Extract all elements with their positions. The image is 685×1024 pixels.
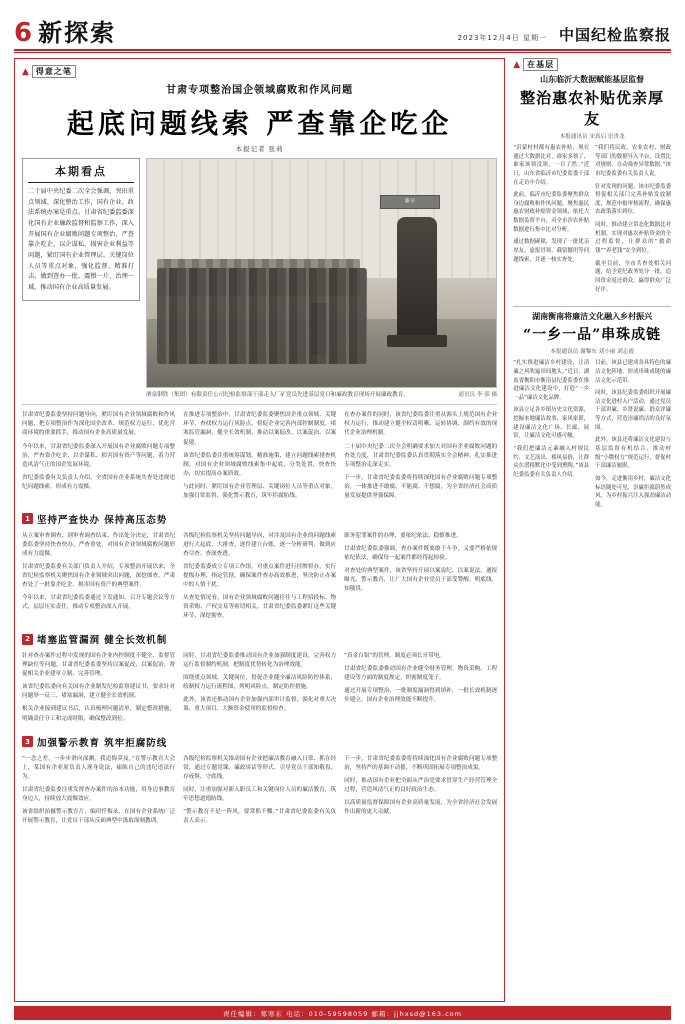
right-article-2-column-1 [513, 359, 589, 513]
paper-name: 中国纪检监察报 [558, 26, 671, 44]
right-article-1-kicker: 山东临沂大数据赋能基层监督 [540, 75, 645, 84]
paragraph: 同时，甘肃省纪委监委推动国有企业加强制度建设，完善权力运行监督制约机制，把制度优势转化为治理效能。 [183, 653, 337, 669]
paragraph: 该省组织拍摄警示教育片，编印忏悔录，在国有企业系统广泛开展警示教育，让党员干部从反面典型中汲取深刻教训。 [22, 808, 176, 824]
paragraph: 此外，该省还推动国有企业加强内部审计监督，强化对重大决策、重大项目、大额资金使用的监督检查。 [183, 697, 337, 713]
paragraph: 省纪委监委成立专项工作组，对重点案件进行挂牌督办，实行提级办理、指定管辖，确保案件查办高效推进，坚决防止办案中的人情干扰。 [183, 563, 337, 589]
lead-column-1 [22, 411, 175, 504]
paragraph: 下一步，甘肃省纪委监委将持续深化国有企业腐败问题专项整治，坚持严的基调不动摇，不断巩固拓展专项整治成果。 [344, 755, 498, 771]
section-heading-3 [22, 735, 497, 749]
paragraph: “一念之差，一步步滑向深渊，我追悔莫及。”在警示教育大会上，某国有企业原负责人现身说法，痛陈自己的违纪违法行为。 [22, 755, 176, 780]
paragraph: 甘肃省纪委监委注重发挥查办案件的治本功能，用身边事教育身边人，持续放大震慑效应。 [22, 786, 176, 802]
paragraph: 此外，该县还将廉洁文化建设与基层监督有机结合，推动村级“小微权力”规范运行，督促村干部廉洁履职。 [595, 437, 671, 470]
section-number: 3 [22, 736, 33, 747]
paragraph: 今年以来，甘肃省纪委监委深入开展国有企业腐败问题专项整治，严查靠企吃企、以企谋私、损害国有资产等问题，着力营造风清气正的国企发展环境。 [22, 443, 176, 468]
section-number: 1 [22, 513, 33, 524]
right-article-1-column-1 [513, 144, 589, 298]
paragraph: 与此同时，紧盯国有企业管理层、关键岗位人员等重点对象，加强日常监督，强化警示教育，筑牢拒腐防线。 [183, 483, 337, 499]
paragraph: 同时，注重加强对新入职员工和关键岗位人员的廉洁教育，筑牢思想道德防线。 [183, 786, 337, 802]
paragraph: 对查处的典型案件，该省坚持开展以案说纪、以案说法，通报曝光、警示教育，让广大国有企业党员干部受警醒、明底线、知敬畏。 [344, 567, 498, 593]
paragraph: 各级纪检监察机关坚持问题导向，对涉及国有企业的问题线索进行大起底、大排查，逐件建立台账，逐一分析研判，做到应查尽查、查深查透。 [183, 532, 337, 557]
paragraph: 从查处情况看，国有企业领域腐败问题往往与工程招投标、物资采购、产权交易等密切相关，甘肃省纪委监委紧盯这些关键环节，深挖彻查。 [183, 595, 337, 620]
photo-banner [380, 195, 440, 209]
feature-photo [146, 158, 497, 388]
section-3-column-1 [22, 755, 175, 830]
photo-banner-text: 廉洁 [404, 199, 416, 205]
divider-after-photo [22, 404, 497, 405]
paragraph: 甘肃省纪委监委有关部门负责人介绍，专项整治开展以来，全省纪检监察机关聚焦国有企业领域突出问题，深挖细查，严肃查处了一批靠企吃企、损害国有资产的典型案件。 [22, 563, 176, 589]
section-2-column-3 [344, 652, 497, 727]
right-article-1-column-2 [595, 144, 671, 298]
right-article-2-title: “一乡一品”串珠成链 [523, 327, 662, 344]
paragraph: 省纪委监委有关负责人介绍，全省国有企业系统共查处违规违纪问题线索，形成有力震慑。 [22, 474, 176, 490]
right-article-2-kicker: 湖南衡南将廉洁文化融入乡村振兴 [532, 312, 653, 322]
flag-mark-icon: ▲ [513, 59, 521, 70]
section-1-column-2 [183, 532, 336, 625]
paragraph: 围绕重点领域、关键岗位，督促企业健全廉洁风险防控体系，绘制权力运行流程图，列明风险点，制定防控措施。 [183, 675, 337, 691]
section-heading-2 [22, 632, 497, 646]
section-2-column-2 [183, 652, 336, 727]
paragraph: “扎实推进廉洁乡村建设，让清廉之风吹遍田间地头。”近日，湖南省衡阳市衡南县纪委监委在推进廉洁文化建设中，打造“一乡一品”廉洁文化品牌。 [513, 360, 590, 401]
paragraph: “真金白银”的管理，制度必须长牙带电。 [344, 653, 446, 660]
paragraph: 甘肃省纪委监委推动国有企业健全财务管理、物资采购、工程建设等方面的制度规定，织密制度笼子。 [344, 666, 498, 682]
photo-caption-text: 酒泉钢铁（集团）有限责任公司纪检监察部干部走入厂矿党员先进基层党日和廉政教育现场开展廉政教育。 [146, 392, 409, 398]
paragraph: 通过开展专项整治，一批制度漏洞得到填补，一批长效机制逐步建立，国有企业治理效能不断提升。 [344, 688, 498, 704]
paragraph: 下一步，甘肃省纪委监委将持续深化国有企业腐败问题专项整治，一体推进不敢腐、不能腐、不想腐，为全省经济社会高质量发展提供坚强保障。 [344, 474, 498, 499]
article-headline: 起底问题线索 严查靠企吃企 [66, 109, 453, 140]
paragraph: 在查办案件的同时，该省纪委监委注重从源头上规范国有企业权力运行，推动建立健全权责明晰、运转协调、制约有效的现代企业治理机制。 [344, 412, 498, 437]
right-article-2 [513, 311, 671, 513]
paragraph: “警示教育不是一阵风，要常抓不懈。”甘肃省纪委监委有关负责人表示。 [183, 808, 337, 824]
right-articles-divider [513, 306, 671, 307]
paragraph: 在推进专项整治中，甘肃省纪委监委聚焦国企重点领域、关键环节，查找权力运行风险点，督促企业完善内部控制制度，堵塞监管漏洞，健全长效机制，推动以案促改、以案促治、以案促建。 [183, 412, 337, 446]
right-column-flag [513, 58, 671, 71]
paragraph: 通过数据碰撞，发现了一批优亲厚友、虚报冒领、截留挪用等问题线索，并逐一核实查处。 [513, 239, 590, 263]
paragraph: 如今，走进衡南乡村，廉洁文化标语随处可见，崇廉拒腐蔚然成风，为乡村振兴注入强劲廉洁动能。 [595, 475, 671, 508]
photo-statue [397, 217, 437, 337]
feature-row [22, 158, 497, 399]
section-3-column-3 [344, 755, 497, 830]
highlight-box [22, 158, 140, 301]
page-body [14, 58, 671, 1002]
photo-credit: 通讯员 李 强 摄 [458, 392, 498, 398]
section-2-columns [22, 652, 497, 727]
paragraph: 甘肃省纪委监委强调，查办案件既要敢于斗争，又要严格依规依纪依法，确保每一起案件都经得起检验。 [344, 545, 498, 561]
paragraph: 各级纪检监察机关推动国有企业把廉洁教育融入日常、抓在经常，通过专题党课、廉政谈话等形式，引导党员干部知敬畏、存戒惧、守底线。 [183, 755, 337, 780]
section-heading-1 [22, 512, 497, 526]
lead-column-3 [344, 411, 497, 504]
photo-caption [146, 391, 497, 399]
photo-crowd-front [157, 268, 367, 364]
paragraph: “我们将民政、农业农村、财政等部门的数据导入平台，设置比对规则，自动筛查异常数据。”该市纪委监委有关负责人说。 [595, 145, 671, 177]
right-article-2-byline: 本报通讯员 谢黎东 刘小丽 刘志霞 [550, 349, 634, 356]
masthead-rule [14, 49, 671, 51]
section-1-column-1 [22, 532, 175, 625]
right-article-2-columns [513, 359, 671, 513]
section-title: 新探索 [38, 19, 117, 47]
section-title-text: 堵塞监管漏洞 健全长效机制 [37, 635, 168, 647]
highlight-title: 本期看点 [28, 163, 134, 183]
paragraph: 以高质量监督保障国有企业高质量发展，为全省经济社会发展作出新的更大贡献。 [344, 799, 498, 815]
paragraph: 此前，临沂市纪委监委聚焦群众身边腐败和作风问题，聚焦惠民惠农财政补贴资金领域，依托大数据监督平台，对全市涉农补贴数据进行集中比对分析。 [513, 192, 590, 233]
section-3-column-2 [183, 755, 336, 830]
feature-photo-wrap [146, 158, 497, 399]
paragraph: 今年以来，甘肃省纪委监委通过下发通知、召开专题会议等方式，层层压实责任，推动专项整治深入开展。 [22, 595, 176, 611]
section-title-text: 坚持严查快办 保持高压态势 [37, 514, 168, 526]
right-article-2-column-2 [595, 359, 671, 513]
paragraph: 目前，该县已建成各具特色的廉洁文化阵地，形成串珠成链的廉洁文化示范带。 [595, 360, 671, 384]
paragraph: 甘肃省纪委监委坚持问题导向，紧盯国有企业领域腐败和作风问题，把专项整治作为深化国企改革、规范权力运行、优化营商环境的重要抓手，推动国有企业高质量发展。 [22, 412, 176, 437]
page-number: 6 [14, 18, 33, 48]
article-byline: 本报记者 张莉 [235, 145, 284, 153]
lead-columns [22, 411, 497, 504]
page-footer: 责任编辑：郑寒东 电话：010-59598059 邮箱：jjhxsd@163.com [14, 1006, 671, 1020]
section-3-columns [22, 755, 497, 830]
highlight-text: 二十届中央纪委二次全会强调，突出重点领域、深化整治工作，国有企业、政法系统办案是重点。甘肃省纪委监委深化国有企业廉政监督和监察工作，深入开展国有企业腐败问题专项整治，严查靠企吃企、以企谋私、损害企业利益等问题，紧盯国有企业管理层、关键岗位人员等重点对象，强化监督、精准打击，做到查办一批、震慑一片、治理一域，推动国有企业高质量发展。 [28, 188, 134, 291]
flag-mark-icon: ▲ [22, 66, 29, 77]
masthead [14, 0, 671, 46]
paragraph: 相关企业接到建议书后，认真梳理问题清单，制定整改措施，明确责任分工和完成时限，确保整改到位。 [22, 706, 176, 722]
right-article-1-columns [513, 144, 671, 298]
main-feature-article [14, 58, 505, 1002]
section-1-column-3 [344, 532, 497, 625]
masthead-left [14, 20, 116, 46]
section-number: 2 [22, 634, 33, 645]
right-article-1 [513, 74, 671, 298]
paragraph: 该省纪委监委向有关国有企业制发纪检监察建议书，要求针对问题举一反三、堵塞漏洞，建立健全长效机制。 [22, 684, 176, 700]
paragraph: 同时，该县纪委监委组织开展廉洁文化进村入户活动，通过党员干部讲廉、乡贤说廉、群众评廉等方式，营造崇廉尚洁的良好氛围。 [595, 390, 671, 431]
section-title-text: 加强警示教育 筑牢拒腐防线 [37, 737, 168, 749]
right-column [513, 58, 671, 1002]
paragraph: 针对查办案件过程中发现的国有企业内控制度不健全、监督管理缺位等问题，甘肃省纪委监委坚持以案促改、以案促治，督促相关企业建章立制、完善管理。 [22, 653, 176, 678]
paragraph: 从立案审查调查、到审查调查结束、作出处分决定，甘肃省纪委监委坚持快查快办、严查重处，对国有企业领域腐败问题形成有力震慑。 [22, 532, 176, 557]
right-article-1-title: 整治惠农补贴优亲厚友 [520, 89, 665, 128]
paragraph: 同时，推动建立常态化数据比对机制，实现对惠农补贴资金的全过程监督，让群众的“救命钱”“养老钱”安全到位。 [595, 222, 671, 255]
masthead-rule-secondary [14, 52, 671, 53]
paragraph: 二十届中央纪委二次全会明确要求加大对国有企业腐败问题的查处力度，甘肃省纪委监委认真贯彻落实全会精神，扎实推进专项整治走深走实。 [344, 443, 498, 468]
date-line: 2023年12月4日 星期一 [457, 34, 547, 42]
right-article-1-byline: 本报通讯员 宋真启 崇贵龙 [559, 134, 625, 140]
paragraph: 职务犯罪案件的办理，要依纪依法、稳慎推进。 [344, 532, 462, 539]
lead-column-2 [183, 411, 336, 504]
right-flag-label: 在基层 [523, 58, 558, 71]
paragraph: “我们把廉洁元素融入村规民约、文艺演出、移风易俗，让群众在潜移默化中受到熏陶。”该县纪委监委有关负责人介绍。 [513, 446, 590, 478]
paragraph: 该县立足各乡镇历史文化资源，挖掘本地廉洁故事、家风家训，建设廉洁文化广场、长廊、展馆，让廉洁文化可感可触。 [513, 407, 590, 440]
left-flag-label: 得意之笔 [32, 65, 76, 78]
section-2-column-1 [22, 652, 175, 727]
paragraph: 截至目前，全市共查处相关问题，给予党纪政务处分一批，追回资金返还群众，赢得群众广泛好评。 [595, 260, 671, 293]
left-column-flag [22, 65, 497, 78]
section-1-columns [22, 532, 497, 625]
paragraph: 同时，推动国有企业把全面从严治党要求贯穿生产经营管理全过程，营造风清气正的良好政治生态。 [344, 777, 498, 793]
paragraph: “沂蒙村村都有惠农补贴，现在通过大数据比对，谁家多领了、谁家该领没领，一目了然。”近日，山东省临沂市纪委监委干部在走访中介绍。 [513, 145, 590, 186]
paragraph: 该省纪委监委注重统筹谋划、精准施策，建立问题线索排查机制，对国有企业领域腐败线索集中起底，分类处置，快查快办，切实提高办案质效。 [183, 452, 337, 477]
article-kicker: 甘肃专项整治国企领域腐败和作风问题 [166, 85, 354, 96]
paragraph: 针对发现的问题，该市纪委监委督促相关部门完善补贴发放制度，规范申报审核流程，确保惠农政策落实到位。 [595, 183, 671, 216]
